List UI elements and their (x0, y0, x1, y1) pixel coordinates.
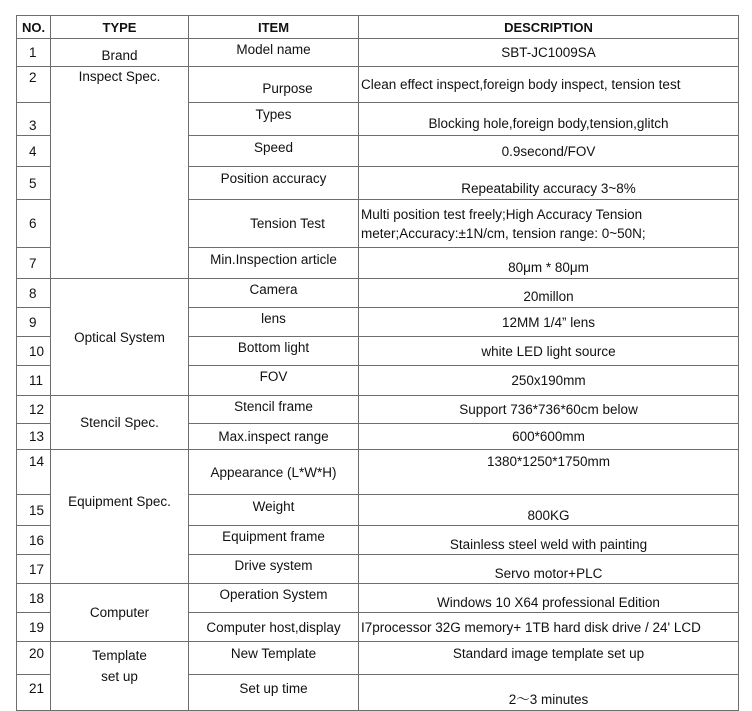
header-no: NO. (17, 16, 51, 39)
description-cell: 20millon (359, 279, 739, 308)
table-row (17, 279, 739, 308)
type-template-line2: set up (101, 669, 138, 684)
table-row (17, 642, 739, 675)
item-cell: Operation System (189, 584, 359, 613)
type-template-setup (51, 642, 189, 711)
header-type: TYPE (51, 16, 189, 39)
table-row (17, 584, 739, 613)
item-cell: Bottom light (189, 337, 359, 366)
description-cell: 800KG (359, 495, 739, 526)
description-cell: 600*600mm (359, 424, 739, 450)
description-cell: 250x190mm (359, 366, 739, 396)
description-cell: Standard image template set up (359, 642, 739, 675)
item-cell: Stencil frame (189, 396, 359, 424)
row-number: 5 (17, 167, 51, 200)
row-number: 9 (17, 308, 51, 337)
row-number: 15 (17, 495, 51, 526)
spec-table (16, 15, 739, 711)
description-cell: Stainless steel weld with painting (359, 526, 739, 555)
description-cell: Repeatability accuracy 3~8% (359, 167, 739, 200)
item-cell: Weight (189, 495, 359, 526)
row-number: 2 (17, 67, 51, 103)
item-cell: New Template (189, 642, 359, 675)
description-cell: Multi position test freely;High Accuracy Tension meter;Accuracy:±1N/cm, tension range: 0~50N; (359, 200, 739, 248)
header-row (17, 16, 739, 39)
item-cell: Camera (189, 279, 359, 308)
description-cell: Windows 10 X64 professional Edition (359, 584, 739, 613)
description-cell: SBT-JC1009SA (359, 39, 739, 67)
table-row (17, 396, 739, 424)
row-number: 14 (17, 450, 51, 495)
row-number: 11 (17, 366, 51, 396)
item-cell: Purpose (189, 67, 359, 103)
description-cell: Clean effect inspect,foreign body inspect, tension test (359, 67, 739, 103)
row-number: 19 (17, 613, 51, 642)
item-cell: Equipment frame (189, 526, 359, 555)
header-item: ITEM (189, 16, 359, 39)
description-cell: 12MM 1/4” lens (359, 308, 739, 337)
item-cell: Types (189, 103, 359, 136)
row-number: 20 (17, 642, 51, 675)
description-cell: white LED light source (359, 337, 739, 366)
type-optical-system: Optical System (51, 279, 189, 396)
description-cell: Servo motor+PLC (359, 555, 739, 584)
row-number: 8 (17, 279, 51, 308)
description-cell: 80μm * 80μm (359, 248, 739, 279)
row-number: 1 (17, 39, 51, 67)
item-cell: Tension Test (189, 200, 359, 248)
table-row (17, 450, 739, 495)
type-stencil-spec: Stencil Spec. (51, 396, 189, 450)
row-number: 10 (17, 337, 51, 366)
item-cell: Position accuracy (189, 167, 359, 200)
item-cell: Model name (189, 39, 359, 67)
table-row (17, 39, 739, 67)
description-cell: I7processor 32G memory+ 1TB hard disk drive / 24' LCD (359, 613, 739, 642)
header-description: DESCRIPTION (359, 16, 739, 39)
item-cell: Max.inspect range (189, 424, 359, 450)
type-inspect-spec: Inspect Spec. (51, 67, 189, 279)
row-number: 3 (17, 103, 51, 136)
type-brand: Brand (51, 39, 189, 67)
item-cell: Drive system (189, 555, 359, 584)
spec-table-wrapper (16, 15, 739, 711)
row-number: 18 (17, 584, 51, 613)
item-cell: Min.Inspection article (189, 248, 359, 279)
row-number: 4 (17, 136, 51, 167)
row-number: 12 (17, 396, 51, 424)
item-cell: FOV (189, 366, 359, 396)
item-cell: Set up time (189, 675, 359, 711)
type-template-line1: Template (92, 648, 147, 663)
description-cell: Support 736*736*60cm below (359, 396, 739, 424)
description-cell: 1380*1250*1750mm (359, 450, 739, 495)
row-number: 21 (17, 675, 51, 711)
table-row (17, 67, 739, 103)
row-number: 17 (17, 555, 51, 584)
type-computer: Computer (51, 584, 189, 642)
description-cell: 0.9second/FOV (359, 136, 739, 167)
description-cell: Blocking hole,foreign body,tension,glitch (359, 103, 739, 136)
row-number: 16 (17, 526, 51, 555)
item-cell: Computer host,display (189, 613, 359, 642)
row-number: 13 (17, 424, 51, 450)
row-number: 7 (17, 248, 51, 279)
item-cell: Appearance (L*W*H) (189, 450, 359, 495)
type-equipment-spec: Equipment Spec. (51, 450, 189, 584)
item-cell: Speed (189, 136, 359, 167)
item-cell: lens (189, 308, 359, 337)
row-number: 6 (17, 200, 51, 248)
description-cell: 2～3 minutes (359, 675, 739, 711)
